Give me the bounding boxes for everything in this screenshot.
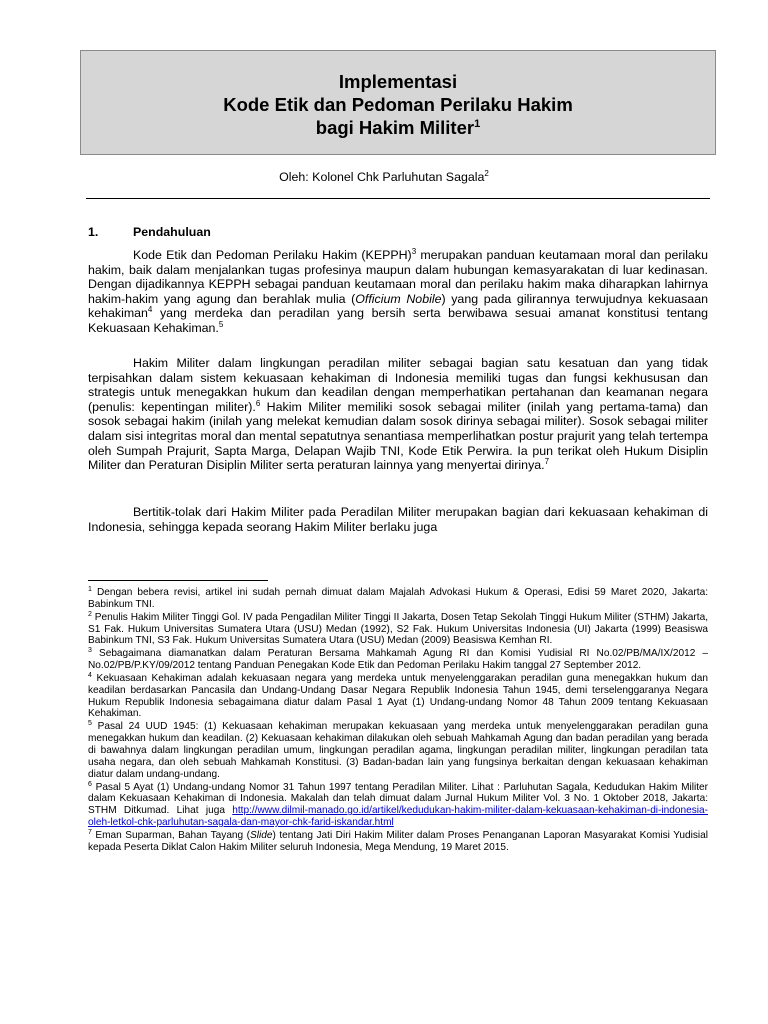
footnote-italic: Slide: [250, 829, 273, 841]
footnote-3: [88, 648, 708, 672]
footnote-1: [88, 587, 708, 611]
footnote-text: Penulis Hakim Militer Tinggi Gol. IV pada Pengadilan Militer Tinggi II Jakarta, Dosen Tetap Sekolah Tinggi Hukum Militer (STHM) Jakarta, S1 Fak. Hukum Universitas Sumatera Utara (USU) Medan (1992), S2 Fak. Hukum Universitas Indonesia (UI) Jakarta (1999) Beasiswa Babinkum TNI, S3 Fak. Hukum Universitas Sumatera Utara (USU) Medan (2009) Beasiswa Kemhan RI.: [88, 611, 708, 647]
footnote-text: Eman Suparman, Bahan Tayang (: [91, 829, 251, 841]
footnote-7: [88, 830, 708, 854]
title-line-1: Implementasi: [338, 71, 458, 92]
section-heading: [88, 225, 211, 239]
title-line-2: Kode Etik dan Pedoman Perilaku Hakim: [223, 94, 573, 115]
p1-text-c: ) yang pada gilirannya terwujudnya kekuasaan kehakiman: [88, 291, 708, 321]
title-footnote-ref[interactable]: 1: [474, 118, 481, 130]
title-line-3: [81, 116, 715, 139]
footnote-text: Kekuasaan Kehakiman adalah kekuasaan negara yang merdeka untuk menyelenggarakan peradilan guna menegakkan hukum dan keadilan berdasarkan Pancasila dan Undang-Undang Dasar Negara Republik Indonesia Tahun 1945, demi terselenggaranya Negara Hukum Republik Indonesia sebagaimana diatur dalam Pasal 1 Ayat (1) Undang-undang Nomor 48 Tahun 2009 tentang Kekuasaan Kehakiman.: [88, 672, 708, 720]
p1-text-b: merupakan panduan keutamaan moral dan perilaku hakim, baik dalam menjalankan tugas profesinya maupun dalam hubungan kemasyarakatan di luar kedinasan. Dengan dijadikannya KEPPH sebagai panduan keutamaan moral dan perilaku hakim maka diharapkan lahirnya hakim-hakim yang agung dan berahlak mulia (: [88, 248, 708, 306]
author-text: Oleh: Kolonel Chk Parluhutan Sagala: [279, 170, 485, 184]
p1-italic: Officium Nobile: [355, 291, 442, 306]
footnote-text: ) tentang Jati Diri Hakim Militer dalam Proses Penanganan Laporan Masyarakat Komisi Yudisial kepada Peserta Diklat Calon Hakim Militer seluruh Indonesia, Mega Mendung, 19 Maret 2015.: [88, 829, 708, 853]
footnote-number: 7: [88, 828, 92, 836]
footnote-link[interactable]: http://www.dilmil-manado.go.id/artikel/kedudukan-hakim-militer-dalam-kekuasaan-kehakiman-di-indonesia-oleh-letkol-chk-parluhutan-sagala-dan-mayor-chk-farid-iskandar.html: [88, 805, 708, 829]
footnote-number: 6: [88, 780, 92, 788]
p1-text-a: Kode Etik dan Pedoman Perilaku Hakim (KEPPH): [133, 248, 412, 262]
p3-text-a: Bertitik-tolak dari Hakim Militer pada Peradilan Militer merupakan bagian dari kekuasaan kehakiman di Indonesia, sehingga kepada seorang Hakim Militer berlaku juga: [88, 505, 708, 534]
title-divider: [86, 198, 710, 199]
footnote-2: [88, 612, 708, 648]
footnote-divider: [88, 580, 268, 581]
paragraph-3: [88, 505, 708, 534]
title-box: [80, 50, 716, 155]
title-line-3-text: bagi Hakim Militer: [315, 117, 475, 138]
footnote-number: 3: [88, 647, 92, 655]
footnote-number: 4: [88, 671, 92, 679]
footnote-ref-5[interactable]: 5: [218, 319, 224, 329]
footnote-number: 2: [88, 610, 92, 618]
footnote-text: Dengan bebera revisi, artikel ini sudah pernah dimuat dalam Majalah Advokasi Hukum & Operasi, Edisi 59 Maret 2020, Jakarta: Babinkum TNI.: [88, 587, 708, 610]
footnote-6: [88, 782, 708, 829]
footnote-ref-3[interactable]: 3: [411, 247, 417, 256]
p2-text-b: Hakim Militer memiliki sosok sebagai militer (inilah yang pertama-tama) dan sosok sebagai hakim (inilah yang melekat kemudian dalam sosok dirinya sebagai militer). Sosok sebagai militer dalam sisi integritas moral dan mental sepatutnya senantiasa memperlihatkan postur prajurit yang telah tertempa oleh Sumpah Prajurit, Sapta Marga, Delapan Wajib TNI, Kode Etik Perwira. Ia pun terikat oleh Hukum Disiplin Militer dan Peraturan Disiplin Militer serta peraturan lainnya yang menyertai dirinya.: [88, 399, 708, 473]
paragraph-2: [88, 356, 708, 473]
footnote-ref-4[interactable]: 4: [147, 305, 153, 315]
footnote-ref-6[interactable]: 6: [255, 398, 261, 408]
section-number: 1.: [88, 225, 99, 239]
footnote-5: [88, 721, 708, 780]
footnote-number: 5: [88, 720, 92, 728]
footnote-text: Pasal 24 UUD 1945: (1) Kekuasaan kehakiman merupakan kekuasaan yang merdeka untuk menyelenggarakan peradilan guna menegakkan hukum dan keadilan. (2) Kekuasaan kehakiman dilakukan oleh sebuah Mahkamah Agung dan badan peradilan yang berada di bawahnya dalam lingkungan peradilan umum, lingkungan peradilan agama, lingkungan peradilan militer, lingkungan peradilan tata usaha negara, dan oleh sebuah Mahkamah Konstitusi. (3) Badan-badan lain yang fungsinya berkaitan dengan kekuasaan kehakiman diatur dalam undang-undang.: [88, 721, 708, 780]
author-line: [0, 170, 768, 185]
p1-text-d: yang merdeka dan peradilan yang bersih serta berwibawa sesuai amanat konstitusi tentang Kekuasaan Kehakiman.: [88, 306, 708, 335]
section-title: Pendahuluan: [133, 225, 211, 239]
footnotes: [88, 587, 708, 855]
footnote-ref-7[interactable]: 7: [544, 457, 550, 467]
footnote-text: Pasal 5 Ayat (1) Undang-undang Nomor 31 Tahun 1997 tentang Peradilan Militer. Lihat : Parluhutan Sagala, Kedudukan Hakim Militer dalam Kekuasaan Kehakiman di Indonesia. Makalah dan telah dimuat dalam Jurnal Hukum Militer Vol. 3 No. 1 Oktober 2018, Jakarta: STHM Ditkumad. Lihat juga: [88, 781, 708, 817]
footnote-text: Sebagaimana diamanatkan dalam Peraturan Bersama Mahkamah Agung RI dan Komisi Yudisial RI No.02/PB/MA/IX/2012 – No.02/PB/P.KY/09/2012 tentang Panduan Penegakan Kode Etik dan Pedoman Perilaku Hakim tanggal 27 September 2012.: [88, 648, 708, 672]
footnote-4: [88, 673, 708, 720]
author-footnote-ref[interactable]: 2: [484, 169, 489, 178]
footnote-number: 1: [88, 586, 92, 593]
p2-text-a: Hakim Militer dalam lingkungan peradilan militer sebagai bagian satu kesatuan dan yang tidak terpisahkan dalam sistem kekuasaan kehakiman di Indonesia memiliki tugas dan fungsi kekhususan dan strategis untuk menegakkan hukum dan keadilan dengan memperhatikan pertahanan dan keamanan negara (penulis: kepentingan militer).: [88, 356, 708, 414]
paragraph-1: [88, 248, 708, 336]
